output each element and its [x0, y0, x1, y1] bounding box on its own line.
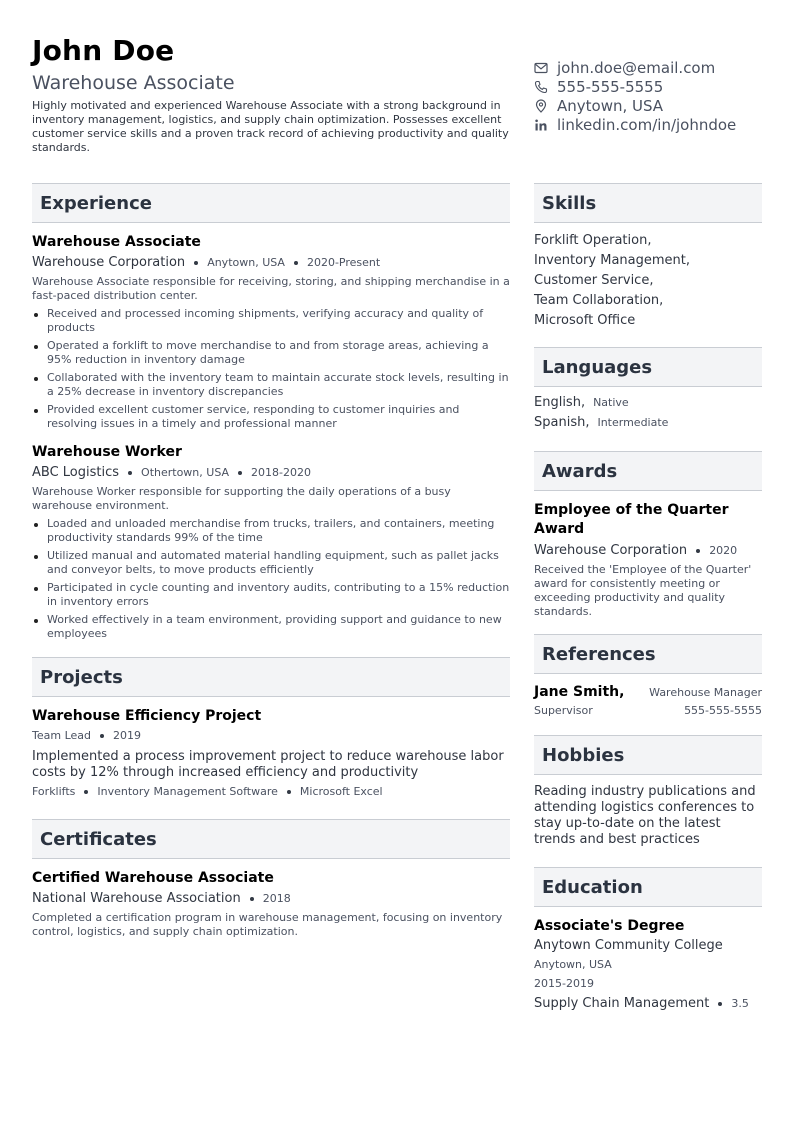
job-bullet: Participated in cycle counting and inventory audits, contributing to a 15% reduction in inventory errors [32, 581, 510, 609]
job-company: Warehouse Corporation [32, 255, 186, 270]
experience-entry [32, 443, 510, 641]
education-dates: 2015-2019 [534, 977, 594, 990]
education-field-row [534, 995, 762, 1013]
award-issuer: Warehouse Corporation [534, 543, 688, 558]
separator-dot [287, 790, 291, 794]
language-level: Intermediate [597, 416, 669, 429]
award-year: 2020 [709, 544, 738, 557]
language-level: Native [593, 396, 629, 409]
certificate-issuer: National Warehouse Association [32, 891, 241, 906]
contact-email[interactable] [534, 58, 774, 77]
certificate-entry [32, 869, 510, 939]
contact-list [534, 58, 774, 134]
contact-phone[interactable] [534, 77, 774, 96]
job-bullets [32, 517, 510, 641]
project-tag: Forklifts [32, 785, 76, 798]
skills-heading: Skills [534, 183, 762, 223]
project-tag: Microsoft Excel [299, 785, 383, 798]
project-title: Warehouse Efficiency Project [32, 708, 262, 724]
job-meta [32, 464, 510, 482]
project-description: Implemented a process improvement project to reduce warehouse labor costs by 12% through increased efficiency and productivity [32, 749, 504, 780]
experience-heading: Experience [32, 183, 510, 223]
project-meta [32, 727, 510, 745]
project-entry [32, 707, 510, 799]
contact-linkedin[interactable] [534, 115, 774, 134]
certificate-description: Completed a certification program in warehouse management, focusing on inventory control, logistics, and supply chain optimization. [32, 911, 503, 938]
reference-row [534, 684, 762, 700]
education-field: Supply Chain Management [534, 996, 710, 1011]
education-location: Anytown, USA [534, 958, 612, 971]
contact-location [534, 96, 774, 115]
separator-dot [718, 1002, 722, 1006]
job-dates: 2020-Present [306, 256, 381, 269]
skill-item: Team Collaboration, [534, 293, 664, 308]
job-bullet: Utilized manual and automated material handling equipment, such as pallet jacks and conveyor belts, to move products efficiently [32, 549, 510, 577]
mail-icon [534, 61, 548, 75]
separator-dot [194, 261, 198, 265]
candidate-title: Warehouse Associate [32, 72, 235, 94]
certificate-title: Certified Warehouse Associate [32, 870, 274, 886]
job-location: Othertown, USA [141, 466, 230, 479]
certificate-year: 2018 [262, 892, 291, 905]
job-bullet: Worked effectively in a team environment, providing support and guidance to new employees [32, 613, 510, 641]
job-bullet: Collaborated with the inventory team to maintain accurate stock levels, resulting in a 25% decrease in inventory discrepancies [32, 371, 510, 399]
phone-icon [534, 80, 548, 94]
language-item [534, 393, 762, 413]
education-gpa: 3.5 [731, 997, 749, 1010]
job-bullet: Operated a forklift to move merchandise to and from storage areas, achieving a 95% reduction in inventory damage [32, 339, 510, 367]
reference-relation: Supervisor [534, 704, 593, 717]
award-description: Received the 'Employee of the Quarter' award for consistently meeting or exceeding productivity and quality standards. [534, 563, 752, 618]
references-heading: References [534, 634, 762, 674]
project-role: Team Lead [32, 729, 91, 742]
reference-role: Warehouse Manager [649, 686, 762, 699]
job-description: Warehouse Worker responsible for supporting the daily operations of a busy warehouse environment. [32, 485, 451, 512]
award-meta [534, 542, 762, 560]
skill-item: Forklift Operation, [534, 233, 652, 248]
projects-heading: Projects [32, 657, 510, 697]
separator-dot [696, 549, 700, 553]
separator-dot [250, 897, 254, 901]
education-heading: Education [534, 867, 762, 907]
award-title: Employee of the Quarter Award [534, 502, 729, 537]
job-description: Warehouse Associate responsible for receiving, storing, and shipping merchandise in a fast-paced distribution center. [32, 275, 510, 302]
language-item [534, 413, 762, 433]
reference-name: Jane Smith, [534, 684, 625, 700]
job-title: Warehouse Worker [32, 444, 182, 460]
education-school: Anytown Community College [534, 938, 723, 953]
phone-text: 555-555-5555 [557, 77, 664, 96]
separator-dot [294, 261, 298, 265]
main-column [32, 183, 510, 939]
email-text: john.doe@email.com [557, 58, 716, 77]
location-text: Anytown, USA [557, 96, 664, 115]
project-tags [32, 785, 510, 799]
separator-dot [100, 734, 104, 738]
hobbies-heading: Hobbies [534, 735, 762, 775]
language-name: Spanish, [534, 415, 590, 430]
experience-entry [32, 233, 510, 431]
job-bullets [32, 307, 510, 431]
job-bullet: Received and processed incoming shipments, verifying accuracy and quality of products [32, 307, 510, 335]
language-name: English, [534, 395, 586, 410]
skill-item: Customer Service, [534, 273, 654, 288]
reference-details [534, 704, 762, 717]
separator-dot [238, 471, 242, 475]
linkedin-text: linkedin.com/in/johndoe [557, 115, 737, 134]
separator-dot [84, 790, 88, 794]
reference-entry [534, 684, 762, 717]
job-title: Warehouse Associate [32, 234, 201, 250]
languages-list [534, 393, 762, 433]
education-entry [534, 917, 762, 1013]
job-dates: 2018-2020 [251, 466, 311, 479]
linkedin-icon [534, 118, 548, 132]
skill-item: Microsoft Office [534, 313, 636, 328]
job-bullet: Loaded and unloaded merchandise from trucks, trailers, and containers, meeting productivity standards 99% of the time [32, 517, 510, 545]
education-degree: Associate's Degree [534, 918, 685, 934]
award-entry [534, 501, 762, 619]
reference-phone[interactable]: 555-555-5555 [684, 704, 762, 717]
job-company: ABC Logistics [32, 465, 120, 480]
candidate-name: John Doe [32, 34, 175, 67]
awards-heading: Awards [534, 451, 762, 491]
summary-text: Highly motivated and experienced Warehouse Associate with a strong background in inventory management, logistics, and supply chain optimization. Possesses excellent customer service skills and a proven track record of achieving productivity and quality standards. [32, 99, 509, 154]
certificates-heading: Certificates [32, 819, 510, 859]
project-tag: Inventory Management Software [97, 785, 278, 798]
job-bullet: Provided excellent customer service, responding to customer inquiries and resolving issues in a timely and professional manner [32, 403, 510, 431]
side-column [534, 183, 762, 1013]
languages-heading: Languages [534, 347, 762, 387]
certificate-meta [32, 890, 510, 908]
hobbies-text: Reading industry publications and attending logistics conferences to stay up-to-date on the latest trends and best practices [534, 784, 756, 847]
skill-item: Inventory Management, [534, 253, 690, 268]
project-year: 2019 [113, 729, 141, 742]
skills-list [534, 231, 762, 331]
location-pin-icon [534, 99, 548, 113]
job-location: Anytown, USA [207, 256, 285, 269]
separator-dot [128, 471, 132, 475]
job-meta [32, 254, 510, 272]
